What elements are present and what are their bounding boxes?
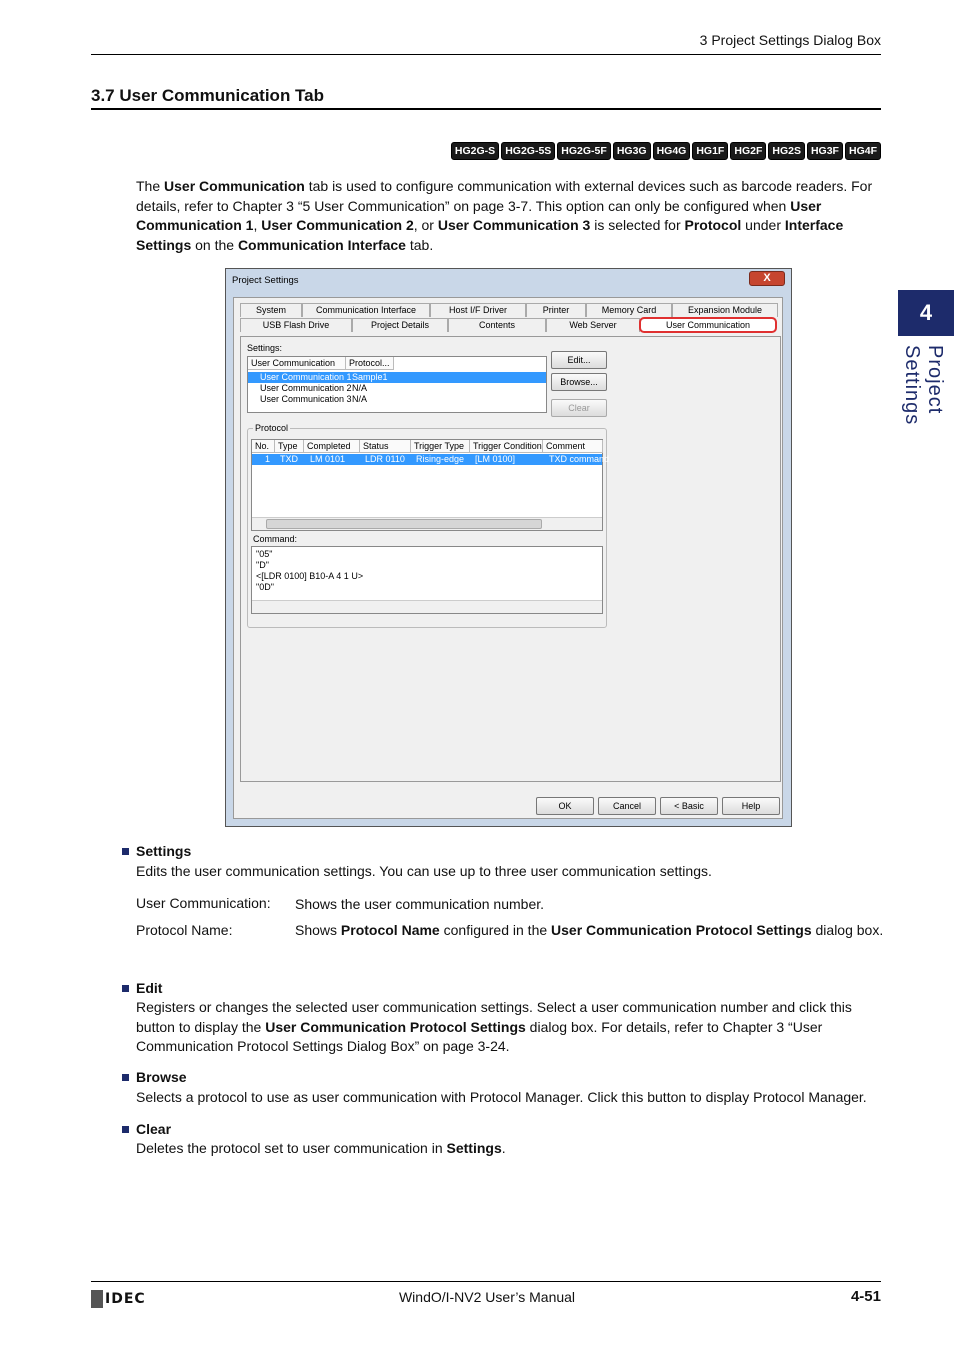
edit-title: Edit — [136, 980, 163, 996]
edit-button[interactable]: Edit... — [551, 351, 607, 369]
model-badge: HG2G-5F — [557, 142, 611, 160]
def-text: configured in the — [439, 922, 552, 938]
model-badge: HG1F — [692, 142, 728, 160]
tab-memory-card[interactable]: Memory Card — [586, 303, 672, 317]
basic-button[interactable]: < Basic — [660, 797, 718, 815]
col-user-communication[interactable]: User Communication — [248, 357, 346, 370]
logo-text: IDEC — [105, 1291, 146, 1307]
clear-button[interactable]: Clear — [551, 399, 607, 417]
settings-comm: User Communication 1 — [260, 372, 352, 382]
tab-printer[interactable]: Printer — [526, 303, 586, 317]
footer-rule — [91, 1281, 881, 1282]
command-hscrollbar[interactable] — [252, 600, 602, 613]
protocol-cell: LDR 0110 — [365, 454, 405, 464]
protocol-cell: TXD — [280, 454, 298, 464]
clear-text: Deletes the protocol set to user communication in — [136, 1140, 447, 1156]
browse-heading — [122, 1069, 187, 1085]
clear-desc — [136, 1139, 881, 1159]
protocol-list[interactable] — [251, 439, 610, 531]
intro-bold: Interface Settings — [136, 217, 844, 253]
scroll-thumb[interactable] — [266, 519, 542, 529]
command-line: <[LDR 0100] B10-A 4 1 U> — [256, 571, 364, 581]
settings-protocol: Sample1 — [352, 372, 388, 382]
col-comment[interactable]: Comment — [543, 440, 603, 453]
intro-text: , — [253, 217, 262, 233]
logo-mark-icon — [91, 1290, 103, 1308]
col-no[interactable]: No. — [252, 440, 275, 453]
settings-row[interactable] — [248, 372, 546, 383]
term-user-communication: User Communication: — [136, 895, 271, 911]
cancel-button[interactable]: Cancel — [598, 797, 656, 815]
settings-list[interactable] — [247, 356, 547, 413]
tab-contents[interactable]: Contents — [448, 318, 546, 332]
model-badge: HG4G — [653, 142, 691, 160]
command-line: "05" — [256, 549, 273, 559]
tab-row-2 — [240, 318, 776, 332]
clear-heading — [122, 1121, 171, 1137]
tab-project-details[interactable]: Project Details — [352, 318, 448, 332]
bullet-square-icon — [122, 1074, 129, 1081]
model-badge: HG2S — [768, 142, 805, 160]
protocol-cell: LM 0101 — [310, 454, 346, 464]
intro-text: The — [136, 178, 165, 194]
col-status[interactable]: Status — [360, 440, 411, 453]
close-button[interactable]: X — [749, 271, 785, 286]
model-badges — [451, 142, 881, 160]
def-protocol-name — [295, 921, 885, 941]
tab-usb-flash-drive[interactable]: USB Flash Drive — [240, 318, 352, 332]
settings-protocol: N/A — [352, 394, 368, 404]
header-chapter-title: 3 Project Settings Dialog Box — [699, 32, 881, 48]
intro-text: on the — [191, 236, 238, 253]
clear-text: . — [501, 1140, 506, 1156]
settings-protocol: N/A — [352, 383, 368, 393]
intro-bold: User Communication 1 — [136, 197, 822, 233]
bullet-square-icon — [122, 985, 129, 992]
settings-label: Settings: — [247, 343, 283, 353]
settings-row[interactable] — [248, 394, 546, 405]
chapter-side-label: Project Settings — [901, 345, 946, 426]
tab-communication-interface[interactable]: Communication Interface — [302, 303, 430, 317]
intro-bold: User Communication 2 — [261, 217, 414, 233]
clear-bold: Settings — [446, 1140, 502, 1156]
intro-text: is selected for — [590, 217, 685, 233]
tab-expansion-module[interactable]: Expansion Module — [672, 303, 778, 317]
protocol-row[interactable] — [252, 454, 610, 465]
intro-paragraph — [136, 177, 881, 255]
dialog-title: Project Settings — [232, 275, 299, 286]
edit-text: dialog box. For details, refer to Chapter 3 “User Communication Protocol Settings Dialog Box” on page 3-24. — [136, 1018, 823, 1054]
section-title: 3.7 User Communication Tab — [91, 86, 325, 105]
settings-heading — [122, 843, 191, 859]
intro-text: under — [741, 217, 785, 233]
model-badge: HG4F — [845, 142, 881, 160]
idec-logo — [91, 1290, 146, 1308]
edit-heading — [122, 980, 162, 996]
clear-title: Clear — [136, 1121, 172, 1137]
protocol-cell: 1 — [265, 454, 271, 464]
term-protocol-name: Protocol Name: — [136, 922, 233, 938]
col-protocol[interactable]: Protocol... — [346, 357, 394, 370]
command-box[interactable] — [251, 546, 603, 614]
bullet-square-icon — [122, 1126, 129, 1133]
col-trigger-condition[interactable]: Trigger Condition — [470, 440, 543, 453]
header-rule — [91, 54, 881, 55]
settings-comm: User Communication 3 — [260, 394, 352, 404]
edit-bold: User Communication Protocol Settings — [265, 1018, 526, 1035]
protocol-cell: [LM 0100] — [475, 454, 516, 464]
protocol-cell: TXD command — [549, 454, 610, 464]
tab-host-if-driver[interactable]: Host I/F Driver — [430, 303, 526, 317]
browse-title: Browse — [136, 1069, 187, 1085]
model-badge: HG3F — [807, 142, 843, 160]
chapter-side-tab: 4 — [898, 290, 954, 336]
intro-bold: User Communication 3 — [437, 217, 591, 233]
browse-desc: Selects a protocol to use as user communication with Protocol Manager. Click this button to display Protocol Manager. — [136, 1089, 867, 1105]
intro-text: tab. — [405, 236, 434, 253]
command-line: "D" — [256, 560, 269, 570]
manual-title: WindO/I-NV2 User’s Manual — [398, 1289, 576, 1305]
bullet-square-icon — [122, 848, 129, 855]
settings-row[interactable] — [248, 383, 546, 394]
model-badge: HG2G-5S — [501, 142, 555, 160]
settings-desc: Edits the user communication settings. You can use up to three user communication settings. — [136, 863, 712, 879]
help-button[interactable]: Help — [722, 797, 780, 815]
col-completed[interactable]: Completed — [304, 440, 360, 453]
def-bold: User Communication Protocol Settings — [551, 922, 812, 938]
intro-text: , or — [413, 217, 438, 233]
browse-button[interactable]: Browse... — [551, 373, 607, 391]
def-user-communication: Shows the user communication number. — [295, 896, 545, 912]
intro-bold: Communication Interface — [237, 236, 406, 253]
intro-bold: User Communication — [164, 178, 305, 194]
protocol-hscrollbar[interactable] — [252, 517, 602, 530]
model-badge: HG3G — [613, 142, 651, 160]
command-label: Command: — [253, 534, 298, 544]
intro-bold: Protocol — [684, 217, 742, 233]
edit-desc — [136, 998, 881, 1057]
ok-button[interactable]: OK — [536, 797, 594, 815]
def-bold: Protocol Name — [340, 922, 440, 938]
col-type[interactable]: Type — [275, 440, 304, 453]
def-text: dialog box. — [811, 922, 884, 938]
tab-row-1 — [240, 303, 778, 317]
dialog-body — [233, 297, 783, 819]
tab-web-server[interactable]: Web Server — [546, 318, 640, 332]
model-badge: HG2G-S — [451, 142, 499, 160]
tab-system[interactable]: System — [240, 303, 302, 317]
project-settings-dialog — [225, 268, 792, 827]
protocol-label: Protocol — [255, 423, 289, 433]
page-number: 4-51 — [850, 1288, 881, 1305]
tab-user-communication[interactable]: User Communication — [640, 318, 776, 332]
intro-text: tab is used to configure communication with external devices such as barcode readers. For details, refer to Chapter 3 “5 User Communication” on page 3-7. This option can only be configured when — [136, 178, 873, 214]
col-trigger-type[interactable]: Trigger Type — [411, 440, 470, 453]
tab-panel — [240, 336, 781, 782]
def-text: Shows — [295, 922, 341, 938]
settings-title: Settings — [136, 843, 192, 859]
edit-text: Registers or changes the selected user communication settings. Select a user communication number and click this button to display the — [136, 999, 852, 1035]
command-line: "0D" — [256, 582, 274, 592]
model-badge: HG2F — [730, 142, 766, 160]
settings-comm: User Communication 2 — [260, 383, 352, 393]
section-rule — [91, 108, 881, 110]
protocol-cell: Rising-edge — [416, 454, 465, 464]
